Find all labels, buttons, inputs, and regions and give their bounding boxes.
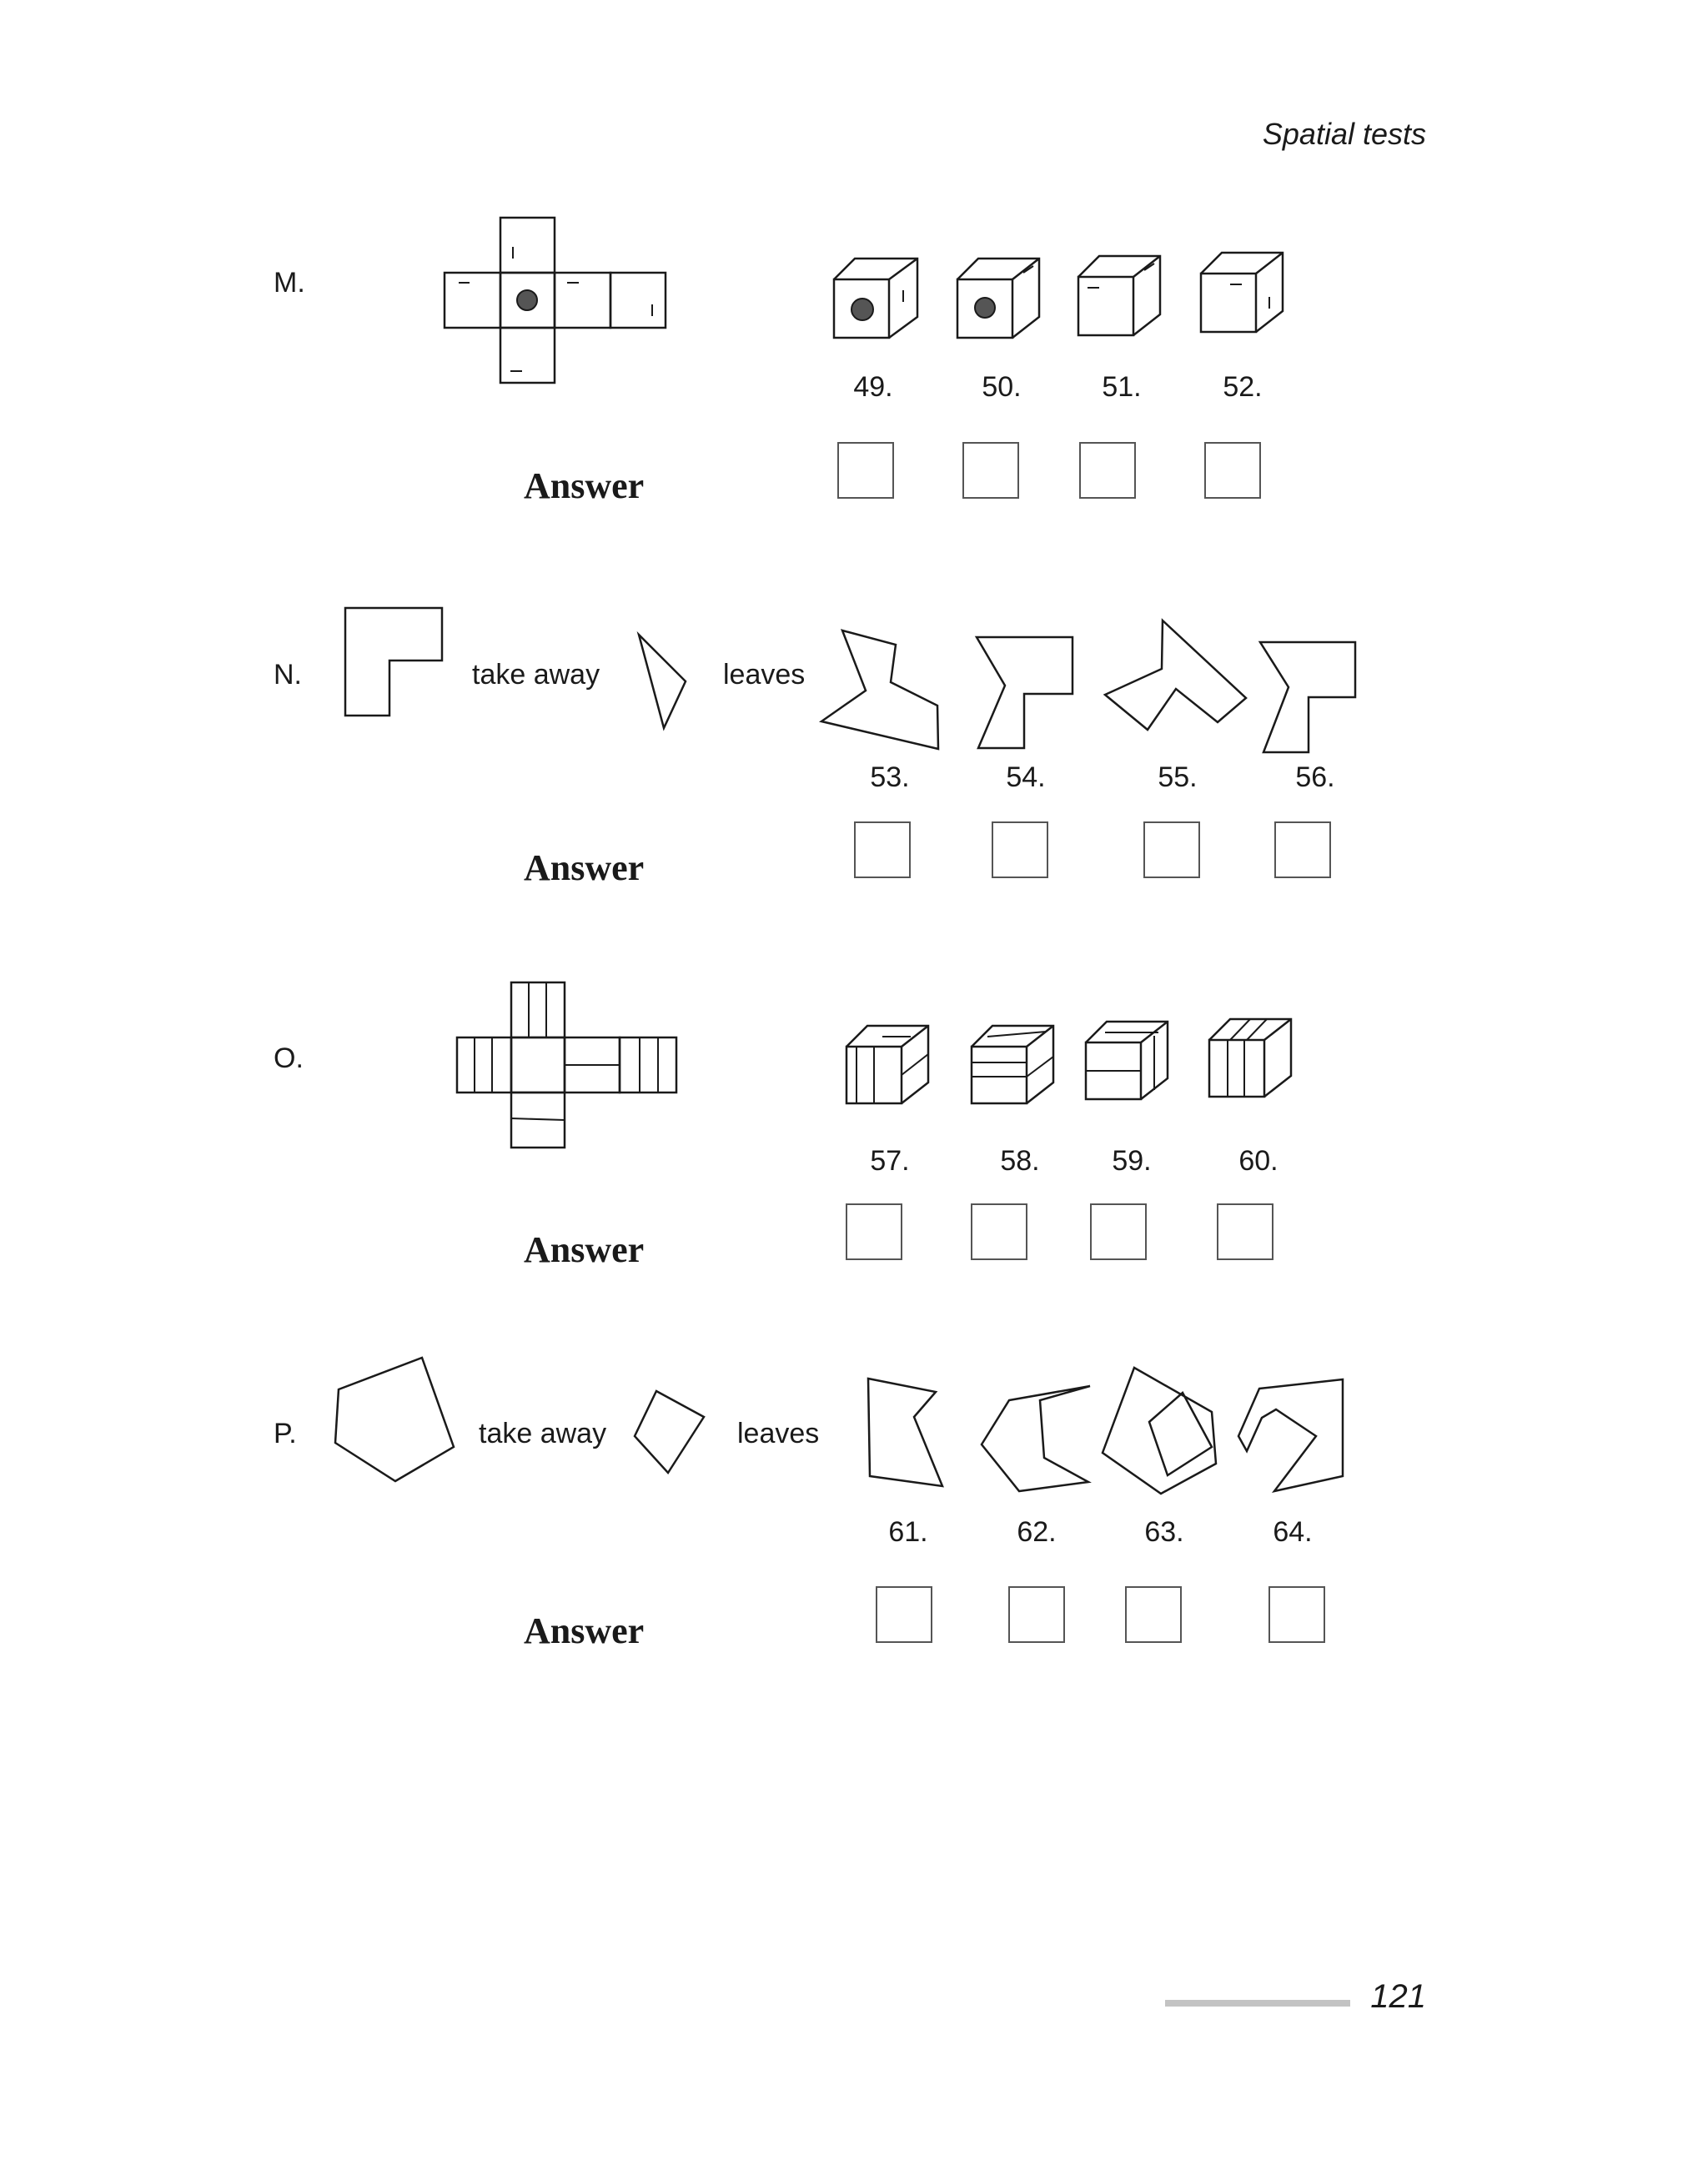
running-header: Spatial tests xyxy=(1262,117,1426,151)
answer-box-58[interactable] xyxy=(971,1203,1027,1260)
cube-net-m xyxy=(442,215,676,390)
option-number: 51. xyxy=(1102,371,1142,403)
pentagon-figure xyxy=(332,1353,457,1486)
question-label-n: N. xyxy=(274,659,302,691)
answer-box-57[interactable] xyxy=(846,1203,902,1260)
diamond-piece xyxy=(630,1386,709,1478)
option-number: 57. xyxy=(870,1145,910,1177)
shape-option-55 xyxy=(1099,615,1253,736)
cube-option-58 xyxy=(967,1022,1059,1109)
answer-box-51[interactable] xyxy=(1079,442,1136,499)
leaves-text-n: leaves xyxy=(723,659,806,691)
cube-option-49 xyxy=(830,254,930,342)
shape-option-63 xyxy=(1099,1364,1224,1497)
option-number: 49. xyxy=(853,371,893,403)
question-label-m: M. xyxy=(274,267,305,299)
option-number: 56. xyxy=(1295,761,1335,793)
cube-option-51 xyxy=(1074,252,1166,339)
option-number: 64. xyxy=(1273,1516,1313,1548)
l-shape-figure xyxy=(342,605,446,721)
shape-option-64 xyxy=(1230,1376,1355,1497)
shape-option-54 xyxy=(970,632,1078,753)
answer-label-n: Answer xyxy=(524,847,645,888)
answer-box-62[interactable] xyxy=(1008,1586,1065,1643)
option-number: 50. xyxy=(982,371,1022,403)
option-number: 62. xyxy=(1017,1516,1057,1548)
leaves-text-p: leaves xyxy=(737,1418,820,1449)
option-number: 59. xyxy=(1112,1145,1152,1177)
triangle-piece xyxy=(634,630,692,734)
option-number: 63. xyxy=(1144,1516,1184,1548)
answer-label-o: Answer xyxy=(524,1229,645,1270)
answer-box-61[interactable] xyxy=(876,1586,932,1643)
answer-box-60[interactable] xyxy=(1217,1203,1273,1260)
answer-box-63[interactable] xyxy=(1125,1586,1182,1643)
answer-box-53[interactable] xyxy=(854,821,911,878)
option-number: 60. xyxy=(1238,1145,1278,1177)
answer-box-50[interactable] xyxy=(962,442,1019,499)
take-away-text-p: take away xyxy=(479,1418,607,1449)
shape-option-53 xyxy=(816,625,949,755)
cube-option-52 xyxy=(1197,249,1289,336)
cube-option-50 xyxy=(953,254,1053,342)
take-away-text-n: take away xyxy=(472,659,600,691)
question-label-o: O. xyxy=(274,1042,304,1074)
option-number: 58. xyxy=(1000,1145,1040,1177)
answer-box-52[interactable] xyxy=(1204,442,1261,499)
shape-option-61 xyxy=(863,1374,947,1491)
cube-net-o xyxy=(455,980,684,1151)
shape-option-56 xyxy=(1257,637,1361,758)
answer-box-64[interactable] xyxy=(1268,1586,1325,1643)
option-number: 54. xyxy=(1006,761,1046,793)
option-number: 52. xyxy=(1223,371,1263,403)
answer-label-p: Answer xyxy=(524,1610,645,1651)
footer-rule xyxy=(1165,2000,1350,2007)
answer-box-55[interactable] xyxy=(1143,821,1200,878)
cube-option-57 xyxy=(842,1022,934,1109)
answer-label-m: Answer xyxy=(524,465,645,506)
option-number: 55. xyxy=(1158,761,1198,793)
answer-box-54[interactable] xyxy=(992,821,1048,878)
option-number: 53. xyxy=(870,761,910,793)
option-number: 61. xyxy=(888,1516,928,1548)
cube-option-60 xyxy=(1205,1015,1297,1103)
question-label-p: P. xyxy=(274,1418,297,1449)
page-number: 121 xyxy=(1370,1978,1426,2015)
shape-option-62 xyxy=(977,1378,1094,1494)
answer-box-59[interactable] xyxy=(1090,1203,1147,1260)
answer-box-49[interactable] xyxy=(837,442,894,499)
cube-option-59 xyxy=(1082,1017,1173,1105)
answer-box-56[interactable] xyxy=(1274,821,1331,878)
